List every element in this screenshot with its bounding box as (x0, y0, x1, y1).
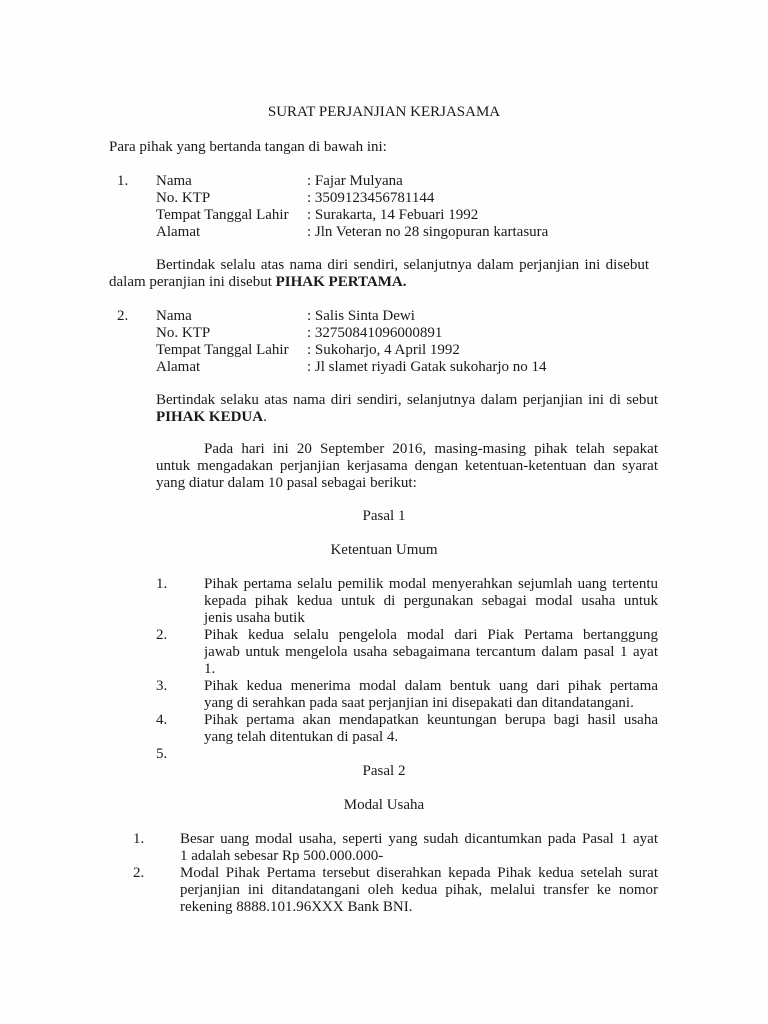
party-2-description-line-1: Bertindak selaku atas nama diri sendiri, selanjutnya dalam perjanjian ini di sebut (156, 392, 658, 408)
opening-line-1: Pada hari ini 20 September 2016, masing-masing pihak telah sepakat (204, 441, 658, 457)
pasal-1-item-1-line-1: Pihak pertama selalu pemilik modal menyerahkan sejumlah uang tertentu (204, 576, 658, 592)
pasal-1-subheading: Ketentuan Umum (330, 542, 438, 558)
pasal-1-item-3-line-1: Pihak kedua menerima modal dalam bentuk uang dari pihak pertama (204, 678, 658, 694)
party-2-number: 2. (117, 308, 129, 324)
party-1-alamat-label: Alamat (156, 224, 201, 240)
opening-line-2: untuk mengadakan perjanjian kerjasama dengan ketentuan-ketentuan dan syarat (156, 458, 658, 474)
party-1-role-label: PIHAK PERTAMA. (275, 274, 407, 290)
party-2-ktp-value: : 32750841096000891 (307, 325, 443, 341)
party-1-nama-value: : Fajar Mulyana (307, 173, 403, 189)
party-2-description-line-2 (156, 409, 267, 426)
pasal-2-item-2-line-2: perjanjian ini ditandatangani oleh kedua pihak, melalui transfer ke nomor (180, 882, 658, 898)
party-1-description-line-2 (109, 274, 406, 291)
pasal-2-heading: Pasal 2 (362, 763, 406, 779)
intro-text: Para pihak yang bertanda tangan di bawah ini: (109, 139, 387, 155)
pasal-1-item-3-number: 3. (156, 678, 168, 694)
pasal-2-subheading: Modal Usaha (343, 797, 425, 813)
party-1-ttl-label: Tempat Tanggal Lahir (156, 207, 289, 223)
party-1-ktp-value: : 3509123456781144 (307, 190, 435, 206)
party-2-alamat-value: : Jl slamet riyadi Gatak sukoharjo no 14 (307, 359, 547, 375)
party-2-nama-value: : Salis Sinta Dewi (307, 308, 415, 324)
document-title: SURAT PERJANJIAN KERJASAMA (267, 104, 501, 120)
pasal-1-item-5-number: 5. (156, 746, 168, 762)
pasal-1-item-4-number: 4. (156, 712, 168, 728)
party-1-alamat-value: : Jln Veteran no 28 singopuran kartasura (307, 224, 549, 240)
party-1-ktp-label: No. KTP (156, 190, 211, 206)
pasal-1-item-2-line-1: Pihak kedua selalu pengelola modal dari Piak Pertama bertanggung (204, 627, 658, 643)
pasal-2-item-2-line-3: rekening 8888.101.96XXX Bank BNI. (180, 899, 413, 915)
party-2-alamat-label: Alamat (156, 359, 201, 375)
party-2-description-end: . (263, 409, 267, 425)
pasal-1-item-1-number: 1. (156, 576, 168, 592)
pasal-1-item-2-line-2: jawab untuk mengelola usaha sebagaimana tercantum dalam pasal 1 ayat (204, 644, 658, 660)
party-2-ttl-label: Tempat Tanggal Lahir (156, 342, 289, 358)
pasal-1-heading: Pasal 1 (362, 508, 406, 524)
party-1-description-line-1: Bertindak selalu atas nama diri sendiri, selanjutnya dalam perjanjian ini disebut (156, 257, 649, 273)
pasal-1-item-3-line-2: yang di serahkan pada saat perjanjian ini disepakati dan ditandatangani. (204, 695, 634, 711)
party-1-nama-label: Nama (156, 173, 192, 189)
pasal-2-item-1-line-1: Besar uang modal usaha, seperti yang sudah dicantumkan pada Pasal 1 ayat (180, 831, 658, 847)
pasal-1-item-4-line-1: Pihak pertama akan mendapatkan keuntungan berupa bagi hasil usaha (204, 712, 658, 728)
party-1-ttl-value: : Surakarta, 14 Febuari 1992 (307, 207, 479, 223)
opening-line-3: yang diatur dalam 10 pasal sebagai berikut: (156, 475, 417, 491)
party-2-ktp-label: No. KTP (156, 325, 211, 341)
party-2-nama-label: Nama (156, 308, 192, 324)
pasal-2-item-1-number: 1. (133, 831, 145, 847)
pasal-1-item-2-number: 2. (156, 627, 168, 643)
pasal-2-item-2-number: 2. (133, 865, 145, 881)
pasal-1-item-2-line-3: 1. (204, 661, 216, 677)
party-1-number: 1. (117, 173, 129, 189)
pasal-1-item-1-line-2: kepada pihak kedua untuk di pergunakan sebagai modal usaha untuk (204, 593, 658, 609)
pasal-1-item-4-line-2: yang telah ditentukan di pasal 4. (204, 729, 399, 745)
pasal-1-item-1-line-3: jenis usaha butik (204, 610, 305, 626)
party-2-ttl-value: : Sukoharjo, 4 April 1992 (307, 342, 460, 358)
party-2-role-label: PIHAK KEDUA (156, 409, 264, 425)
pasal-2-item-2-line-1: Modal Pihak Pertama tersebut diserahkan kepada Pihak kedua setelah surat (180, 865, 658, 881)
party-1-description-text: dalam peranjian ini disebut (109, 274, 276, 290)
pasal-2-item-1-line-2: 1 adalah sebesar Rp 500.000.000- (180, 848, 384, 864)
